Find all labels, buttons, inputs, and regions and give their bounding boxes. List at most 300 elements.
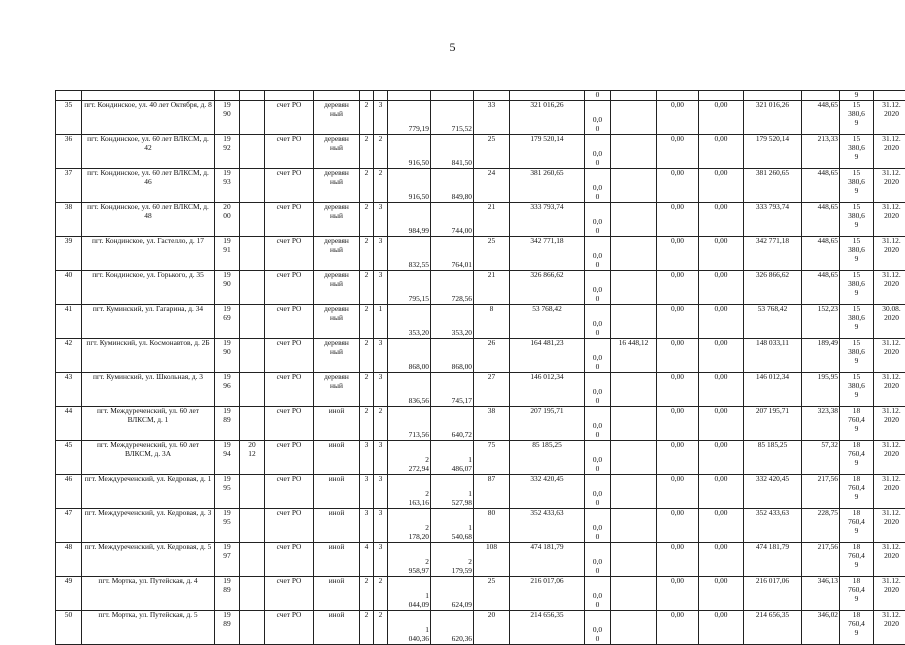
cell-total-cost: 333 793,74 (510, 203, 585, 237)
cell-address: пгт. Кондинское, ул. 60 лет ВЛКСМ, д. 48 (82, 203, 215, 237)
cell-total-area: 2 163,16 (388, 475, 431, 509)
cell-region-share: 0,00 (657, 135, 699, 169)
cell-local-share: 0,00 (699, 237, 744, 271)
cell-max-cost: 15 380,6 9 (840, 169, 874, 203)
cell-deadline: 31.12. 2020 (874, 271, 905, 305)
cell-year-built: 19 90 (215, 339, 240, 373)
cell-address: пгт. Междуреченский, ул. Кедровая, д. 3 (82, 509, 215, 543)
table-row (56, 577, 905, 611)
cell-unit-cost: 346,13 (802, 577, 840, 611)
cell-budget-share (611, 577, 657, 611)
cell-living-area: 715,52 (431, 101, 474, 135)
cell-budget-share (611, 135, 657, 169)
cell-living-area: 2 179,59 (431, 543, 474, 577)
cell-local-share: 0,00 (699, 475, 744, 509)
cell-number: 36 (56, 135, 82, 169)
cell-address: пгт. Мортка, ул. Путейская, д. 4 (82, 577, 215, 611)
cell-year-overhaul (240, 101, 265, 135)
table-row (56, 407, 905, 441)
cell-living-area: 1 527,98 (431, 475, 474, 509)
cell-wall-material: иной (314, 509, 360, 543)
cell-entrances: 3 (374, 543, 388, 577)
cell-deadline: 31.12. 2020 (874, 101, 905, 135)
cell-floors: 2 (360, 271, 374, 305)
cell-total-cost: 332 420,45 (510, 475, 585, 509)
cell-budget-share: 16 448,12 (611, 339, 657, 373)
cell-budget-share (611, 305, 657, 339)
cell-address: пгт. Кондинское, ул. 60 лет ВЛКСМ, д. 46 (82, 169, 215, 203)
cell-owners-share: 326 866,62 (744, 271, 802, 305)
table-row (56, 101, 905, 135)
cell-wall-material: иной (314, 475, 360, 509)
cell-living-area: 745,17 (431, 373, 474, 407)
cell-total-cost: 326 866,62 (510, 271, 585, 305)
cell-wall-material: деревян ный (314, 237, 360, 271)
cell-max-cost: 18 760,4 9 (840, 407, 874, 441)
cell-fund-share: 0,0 0 (585, 407, 611, 441)
cell-unit-cost: 228,75 (802, 509, 840, 543)
cell-budget-share (611, 611, 657, 645)
cell-region-share: 0,00 (657, 237, 699, 271)
cell-budget-share (611, 101, 657, 135)
cell-max-cost: 15 380,6 9 (840, 305, 874, 339)
cell-budget-share (611, 237, 657, 271)
cell-total-cost: 381 260,65 (510, 169, 585, 203)
cell-total-area: 2 178,20 (388, 509, 431, 543)
cell-year-built: 19 90 (215, 271, 240, 305)
cell-wall-material: деревян ный (314, 101, 360, 135)
cell-residents: 25 (474, 135, 510, 169)
cell-unit-cost: 195,95 (802, 373, 840, 407)
cell-owners-share: 352 433,63 (744, 509, 802, 543)
cell-fund: счет РО (265, 271, 314, 305)
cell-fund: счет РО (265, 305, 314, 339)
cell-fund: счет РО (265, 475, 314, 509)
cell-total-cost: 179 520,14 (510, 135, 585, 169)
cell-number: 40 (56, 271, 82, 305)
cell-address: пгт. Куминский, ул. Гагарина, д. 34 (82, 305, 215, 339)
cell-local-share: 0,00 (699, 305, 744, 339)
cell-max-cost: 18 760,4 9 (840, 577, 874, 611)
cell-continuation: 9 (840, 91, 874, 101)
cell-year-built: 19 69 (215, 305, 240, 339)
cell-year-overhaul (240, 577, 265, 611)
cell-owners-share: 53 768,42 (744, 305, 802, 339)
cell-year-overhaul (240, 271, 265, 305)
cell-owners-share: 321 016,26 (744, 101, 802, 135)
cell-residents: 38 (474, 407, 510, 441)
cell-year-overhaul (240, 475, 265, 509)
cell-unit-cost: 448,65 (802, 271, 840, 305)
cell-deadline: 31.12. 2020 (874, 441, 905, 475)
cell-total-area: 836,56 (388, 373, 431, 407)
cell-max-cost: 18 760,4 9 (840, 509, 874, 543)
cell-local-share: 0,00 (699, 543, 744, 577)
cell-floors: 4 (360, 543, 374, 577)
cell-floors: 2 (360, 339, 374, 373)
cell-owners-share: 216 017,06 (744, 577, 802, 611)
cell-entrances: 3 (374, 339, 388, 373)
cell-number: 49 (56, 577, 82, 611)
cell-deadline: 31.12. 2020 (874, 339, 905, 373)
cell-residents: 25 (474, 237, 510, 271)
cell-fund-share: 0,0 0 (585, 101, 611, 135)
cell-entrances: 3 (374, 373, 388, 407)
cell-local-share: 0,00 (699, 169, 744, 203)
cell-floors: 3 (360, 509, 374, 543)
cell-year-overhaul (240, 339, 265, 373)
cell-year-built: 20 00 (215, 203, 240, 237)
cell-unit-cost: 448,65 (802, 169, 840, 203)
cell-budget-share (611, 169, 657, 203)
cell-year-overhaul (240, 407, 265, 441)
table-row (56, 509, 905, 543)
cell-continuation: 0 (585, 91, 611, 101)
table-row (56, 135, 905, 169)
cell-budget-share (611, 203, 657, 237)
cell-fund-share: 0,0 0 (585, 135, 611, 169)
cell-total-cost: 164 481,23 (510, 339, 585, 373)
cell-budget-share (611, 475, 657, 509)
cell-region-share: 0,00 (657, 339, 699, 373)
cell-region-share: 0,00 (657, 577, 699, 611)
cell-region-share: 0,00 (657, 305, 699, 339)
cell-living-area: 868,00 (431, 339, 474, 373)
cell-living-area: 620,36 (431, 611, 474, 645)
cell-living-area: 1 540,68 (431, 509, 474, 543)
cell-max-cost: 15 380,6 9 (840, 203, 874, 237)
cell-living-area: 849,80 (431, 169, 474, 203)
cell-deadline: 30.08. 2020 (874, 305, 905, 339)
cell-total-area: 916,50 (388, 135, 431, 169)
cell-floors: 2 (360, 407, 374, 441)
cell-fund: счет РО (265, 509, 314, 543)
cell-unit-cost: 217,56 (802, 543, 840, 577)
cell-region-share: 0,00 (657, 509, 699, 543)
table-row (56, 475, 905, 509)
cell-fund: счет РО (265, 611, 314, 645)
cell-owners-share: 148 033,11 (744, 339, 802, 373)
cell-floors: 2 (360, 237, 374, 271)
cell-address: пгт. Кондинское, ул. Горького, д. 35 (82, 271, 215, 305)
cell-year-overhaul (240, 305, 265, 339)
cell-year-built: 19 96 (215, 373, 240, 407)
cell-year-built: 19 91 (215, 237, 240, 271)
cell-number: 46 (56, 475, 82, 509)
cell-living-area: 624,09 (431, 577, 474, 611)
cell-max-cost: 15 380,6 9 (840, 135, 874, 169)
cell-fund-share: 0,0 0 (585, 475, 611, 509)
cell-year-built: 19 95 (215, 475, 240, 509)
cell-total-cost: 214 656,35 (510, 611, 585, 645)
cell-local-share: 0,00 (699, 407, 744, 441)
cell-number: 37 (56, 169, 82, 203)
table-row (56, 441, 905, 475)
cell-max-cost: 15 380,6 9 (840, 237, 874, 271)
cell-entrances: 2 (374, 169, 388, 203)
cell-total-area: 916,50 (388, 169, 431, 203)
cell-number: 43 (56, 373, 82, 407)
cell-max-cost: 15 380,6 9 (840, 339, 874, 373)
cell-year-overhaul (240, 509, 265, 543)
cell-local-share: 0,00 (699, 135, 744, 169)
cell-residents: 21 (474, 271, 510, 305)
cell-year-overhaul (240, 237, 265, 271)
cell-floors: 2 (360, 373, 374, 407)
cell-floors: 2 (360, 305, 374, 339)
cell-number: 35 (56, 101, 82, 135)
cell-number: 47 (56, 509, 82, 543)
cell-unit-cost: 346,02 (802, 611, 840, 645)
cell-fund: счет РО (265, 135, 314, 169)
cell-year-overhaul (240, 135, 265, 169)
cell-number: 38 (56, 203, 82, 237)
cell-fund: счет РО (265, 101, 314, 135)
cell-max-cost: 15 380,6 9 (840, 271, 874, 305)
cell-wall-material: деревян ный (314, 339, 360, 373)
cell-residents: 8 (474, 305, 510, 339)
cell-total-cost: 207 195,71 (510, 407, 585, 441)
cell-region-share: 0,00 (657, 611, 699, 645)
cell-deadline: 31.12. 2020 (874, 475, 905, 509)
cell-entrances: 2 (374, 577, 388, 611)
cell-total-area: 795,15 (388, 271, 431, 305)
cell-year-built: 19 90 (215, 101, 240, 135)
table-row (56, 203, 905, 237)
cell-owners-share: 474 181,79 (744, 543, 802, 577)
cell-wall-material: деревян ный (314, 135, 360, 169)
table-row (56, 271, 905, 305)
cell-fund-share: 0,0 0 (585, 169, 611, 203)
cell-wall-material: иной (314, 577, 360, 611)
cell-budget-share (611, 543, 657, 577)
cell-fund-share: 0,0 0 (585, 577, 611, 611)
cell-budget-share (611, 509, 657, 543)
cell-unit-cost: 448,65 (802, 203, 840, 237)
cell-number: 50 (56, 611, 82, 645)
cell-fund: счет РО (265, 407, 314, 441)
cell-unit-cost: 189,49 (802, 339, 840, 373)
cell-unit-cost: 448,65 (802, 101, 840, 135)
cell-year-built: 19 89 (215, 407, 240, 441)
cell-residents: 87 (474, 475, 510, 509)
cell-local-share: 0,00 (699, 203, 744, 237)
cell-fund: счет РО (265, 441, 314, 475)
cell-floors: 2 (360, 101, 374, 135)
cell-max-cost: 15 380,6 9 (840, 101, 874, 135)
cell-fund-share: 0,0 0 (585, 441, 611, 475)
cell-floors: 2 (360, 203, 374, 237)
cell-address: пгт. Междуреченский, ул. 60 лет ВЛКСМ, д. 3А (82, 441, 215, 475)
cell-deadline: 31.12. 2020 (874, 373, 905, 407)
cell-total-area: 868,00 (388, 339, 431, 373)
cell-owners-share: 179 520,14 (744, 135, 802, 169)
repair-register-table (55, 90, 905, 645)
cell-wall-material: деревян ный (314, 203, 360, 237)
cell-floors: 2 (360, 135, 374, 169)
cell-address: пгт. Кондинское, ул. 60 лет ВЛКСМ, д. 42 (82, 135, 215, 169)
cell-fund: счет РО (265, 237, 314, 271)
cell-year-built: 19 89 (215, 577, 240, 611)
cell-fund: счет РО (265, 373, 314, 407)
cell-total-cost: 321 016,26 (510, 101, 585, 135)
table-row (56, 611, 905, 645)
cell-entrances: 3 (374, 203, 388, 237)
table-row (56, 543, 905, 577)
cell-deadline: 31.12. 2020 (874, 169, 905, 203)
cell-residents: 24 (474, 169, 510, 203)
cell-fund-share: 0,0 0 (585, 509, 611, 543)
cell-owners-share: 214 656,35 (744, 611, 802, 645)
cell-entrances: 3 (374, 101, 388, 135)
cell-wall-material: иной (314, 543, 360, 577)
cell-wall-material: иной (314, 441, 360, 475)
cell-fund-share: 0,0 0 (585, 611, 611, 645)
cell-year-overhaul (240, 169, 265, 203)
table-row (56, 373, 905, 407)
cell-year-built: 19 95 (215, 509, 240, 543)
cell-address: пгт. Междуреченский, ул. 60 лет ВЛКСМ, д. 1 (82, 407, 215, 441)
cell-residents: 26 (474, 339, 510, 373)
cell-number: 45 (56, 441, 82, 475)
cell-max-cost: 18 760,4 9 (840, 543, 874, 577)
cell-local-share: 0,00 (699, 373, 744, 407)
cell-year-built: 19 97 (215, 543, 240, 577)
cell-fund: счет РО (265, 543, 314, 577)
cell-living-area: 744,00 (431, 203, 474, 237)
cell-fund: счет РО (265, 339, 314, 373)
table-row (56, 237, 905, 271)
cell-region-share: 0,00 (657, 169, 699, 203)
cell-number: 48 (56, 543, 82, 577)
cell-residents: 27 (474, 373, 510, 407)
cell-entrances: 3 (374, 271, 388, 305)
cell-region-share: 0,00 (657, 475, 699, 509)
cell-unit-cost: 152,23 (802, 305, 840, 339)
cell-fund-share: 0,0 0 (585, 271, 611, 305)
cell-budget-share (611, 271, 657, 305)
cell-total-area: 832,55 (388, 237, 431, 271)
cell-floors: 2 (360, 611, 374, 645)
cell-local-share: 0,00 (699, 271, 744, 305)
cell-owners-share: 333 793,74 (744, 203, 802, 237)
cell-residents: 75 (474, 441, 510, 475)
cell-living-area: 1 486,07 (431, 441, 474, 475)
cell-max-cost: 18 760,4 9 (840, 611, 874, 645)
cell-owners-share: 381 260,65 (744, 169, 802, 203)
cell-unit-cost: 217,56 (802, 475, 840, 509)
cell-total-area: 713,56 (388, 407, 431, 441)
cell-max-cost: 18 760,4 9 (840, 441, 874, 475)
cell-living-area: 764,01 (431, 237, 474, 271)
cell-number: 39 (56, 237, 82, 271)
cell-entrances: 1 (374, 305, 388, 339)
cell-address: пгт. Куминский, ул. Космонавтов, д. 2Б (82, 339, 215, 373)
cell-year-built: 19 92 (215, 135, 240, 169)
cell-residents: 25 (474, 577, 510, 611)
cell-total-cost: 352 433,63 (510, 509, 585, 543)
cell-owners-share: 332 420,45 (744, 475, 802, 509)
cell-total-area: 779,19 (388, 101, 431, 135)
cell-number: 42 (56, 339, 82, 373)
cell-entrances: 2 (374, 611, 388, 645)
cell-entrances: 3 (374, 237, 388, 271)
cell-entrances: 2 (374, 407, 388, 441)
cell-unit-cost: 323,38 (802, 407, 840, 441)
cell-year-overhaul (240, 203, 265, 237)
cell-local-share: 0,00 (699, 441, 744, 475)
cell-wall-material: деревян ный (314, 169, 360, 203)
cell-year-overhaul (240, 611, 265, 645)
cell-local-share: 0,00 (699, 101, 744, 135)
cell-total-cost: 53 768,42 (510, 305, 585, 339)
cell-wall-material: иной (314, 611, 360, 645)
cell-fund: счет РО (265, 577, 314, 611)
cell-residents: 21 (474, 203, 510, 237)
cell-fund: счет РО (265, 169, 314, 203)
cell-living-area: 640,72 (431, 407, 474, 441)
cell-entrances: 2 (374, 135, 388, 169)
cell-local-share: 0,00 (699, 339, 744, 373)
cell-residents: 20 (474, 611, 510, 645)
cell-region-share: 0,00 (657, 441, 699, 475)
page-number: 5 (0, 40, 905, 55)
cell-deadline: 31.12. 2020 (874, 203, 905, 237)
cell-total-area: 2 958,97 (388, 543, 431, 577)
table-continuation-row (56, 91, 905, 101)
cell-year-overhaul (240, 373, 265, 407)
cell-deadline: 31.12. 2020 (874, 543, 905, 577)
cell-floors: 2 (360, 577, 374, 611)
cell-fund-share: 0,0 0 (585, 203, 611, 237)
cell-deadline: 31.12. 2020 (874, 611, 905, 645)
cell-fund-share: 0,0 0 (585, 237, 611, 271)
table-row (56, 305, 905, 339)
cell-year-overhaul: 20 12 (240, 441, 265, 475)
cell-year-built: 19 93 (215, 169, 240, 203)
cell-floors: 3 (360, 441, 374, 475)
cell-budget-share (611, 407, 657, 441)
cell-number: 44 (56, 407, 82, 441)
cell-year-overhaul (240, 543, 265, 577)
cell-total-cost: 216 017,06 (510, 577, 585, 611)
cell-fund-share: 0,0 0 (585, 339, 611, 373)
cell-local-share: 0,00 (699, 509, 744, 543)
cell-entrances: 3 (374, 475, 388, 509)
cell-address: пгт. Кондинское, ул. Гастелло, д. 17 (82, 237, 215, 271)
cell-living-area: 841,50 (431, 135, 474, 169)
cell-year-built: 19 89 (215, 611, 240, 645)
cell-total-area: 984,99 (388, 203, 431, 237)
cell-max-cost: 15 380,6 9 (840, 373, 874, 407)
cell-region-share: 0,00 (657, 373, 699, 407)
cell-region-share: 0,00 (657, 271, 699, 305)
cell-number: 41 (56, 305, 82, 339)
cell-max-cost: 18 760,4 9 (840, 475, 874, 509)
cell-deadline: 31.12. 2020 (874, 237, 905, 271)
cell-floors: 3 (360, 475, 374, 509)
cell-budget-share (611, 441, 657, 475)
cell-address: пгт. Междуреченский, ул. Кедровая, д. 1 (82, 475, 215, 509)
cell-deadline: 31.12. 2020 (874, 407, 905, 441)
cell-region-share: 0,00 (657, 543, 699, 577)
cell-local-share: 0,00 (699, 611, 744, 645)
cell-wall-material: иной (314, 407, 360, 441)
cell-entrances: 3 (374, 441, 388, 475)
cell-residents: 80 (474, 509, 510, 543)
cell-entrances: 3 (374, 509, 388, 543)
cell-local-share: 0,00 (699, 577, 744, 611)
